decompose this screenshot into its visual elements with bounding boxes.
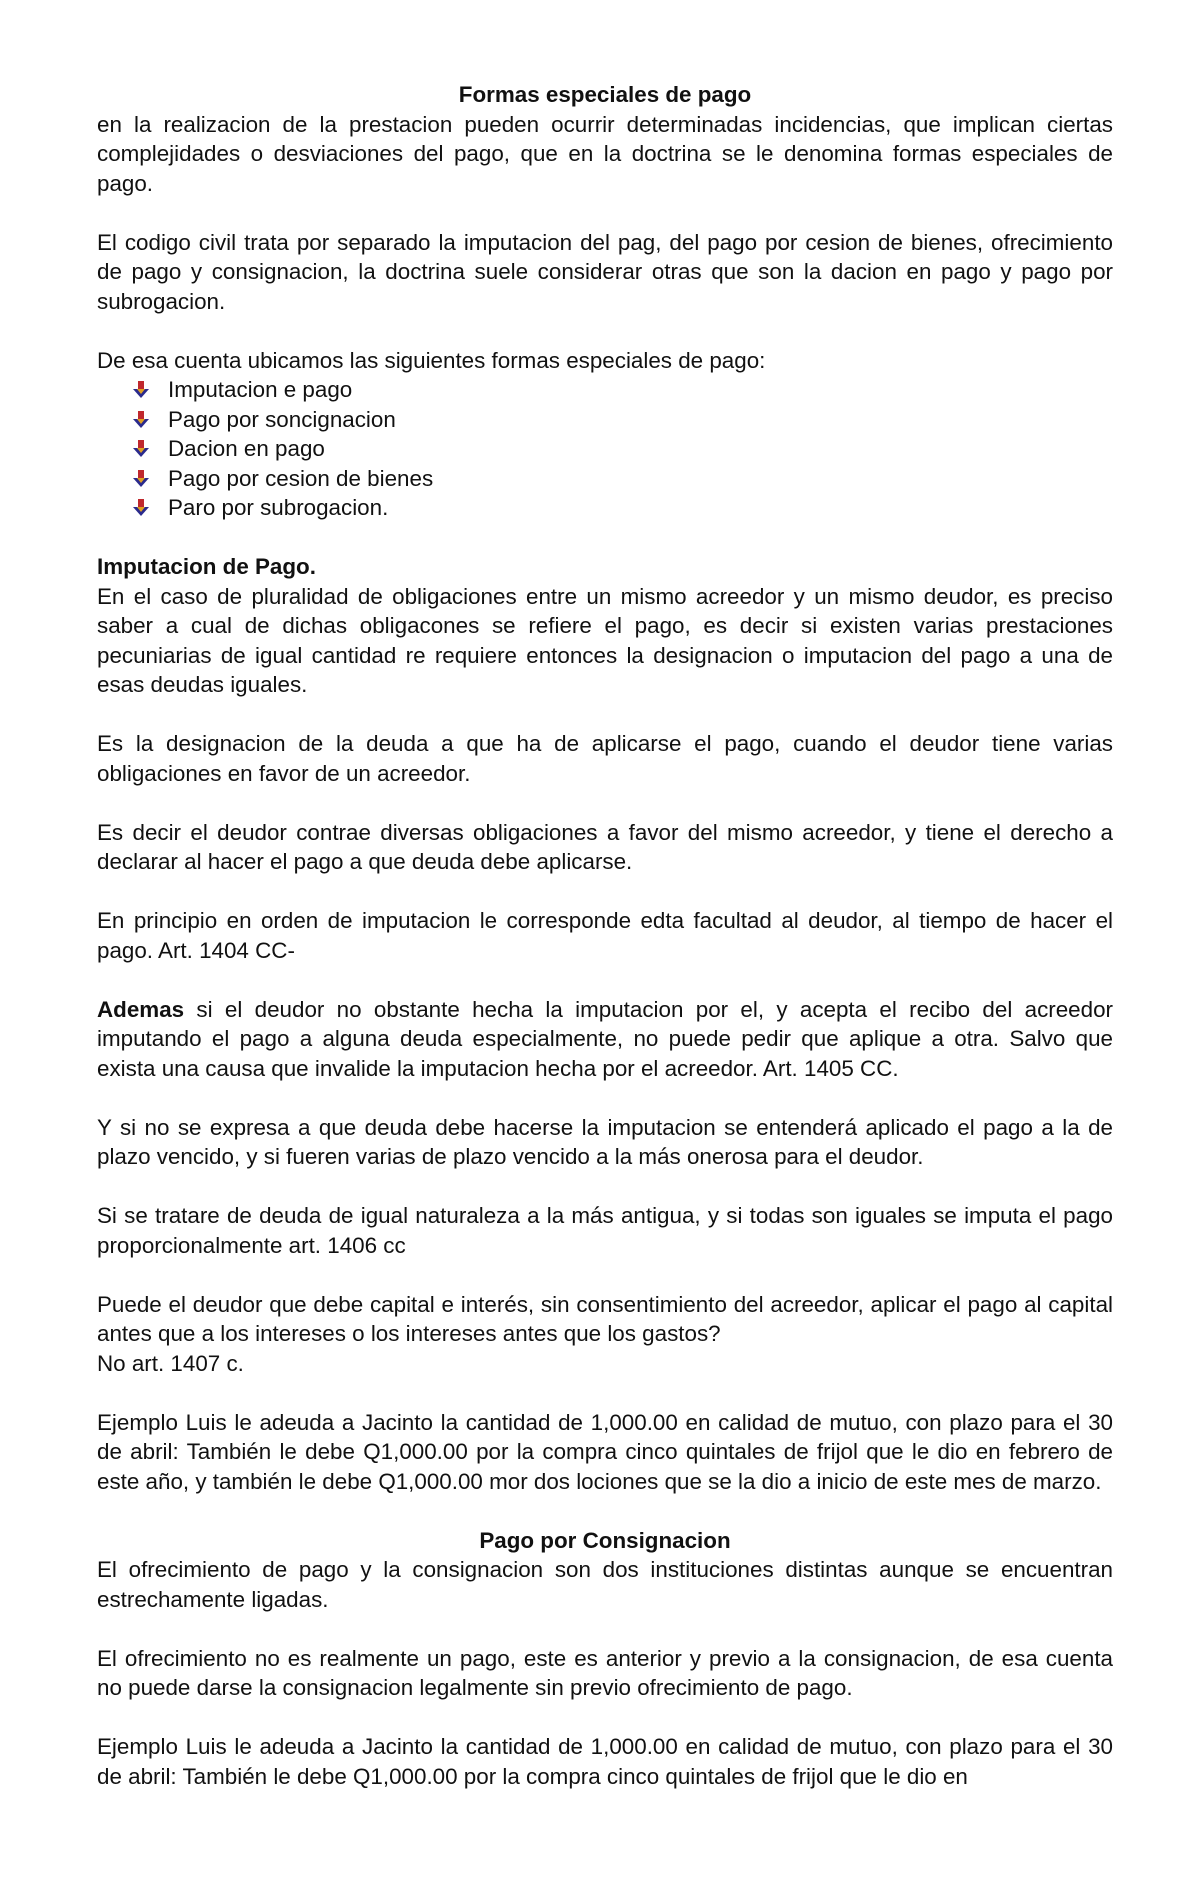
list-item: [133, 493, 1113, 523]
list-item-label: Imputacion e pago: [168, 377, 353, 402]
arrow-down-icon: [133, 440, 149, 458]
section-title-consignacion: Pago por Consignacion: [479, 1527, 731, 1553]
paragraph: Si se tratare de deuda de igual naturaleza a la más antigua, y si todas son iguales se imputa el pago proporcionalmente art. 1406 cc: [97, 1203, 1113, 1258]
paragraph: Es la designacion de la deuda a que ha de aplicarse el pago, cuando el deudor tiene varias obligaciones en favor de un acreedor.: [97, 731, 1113, 786]
paragraph: En el caso de pluralidad de obligaciones entre un mismo acreedor y un mismo deudor, es preciso saber a cual de dichas obligacones se refiere el pago, es decir si existen varias prestaciones pecuniarias de igual cantidad re requiere entonces la designacion o imputacion del pago a una de esas deudas iguales.: [97, 583, 1113, 697]
list-item-label: Pago por soncignacion: [168, 406, 396, 432]
paragraph: En principio en orden de imputacion le corresponde edta facultad al deudor, al tiempo de hacer el pago. Art. 1404 CC-: [97, 908, 1113, 963]
section-title-formas-especiales: Formas especiales de pago: [458, 82, 752, 107]
document-body: [97, 80, 1113, 1791]
paragraph: De esa cuenta ubicamos las siguientes formas especiales de pago:: [97, 347, 766, 373]
paragraph: Y si no se expresa a que deuda debe hacerse la imputacion se entenderá aplicado el pago a la de plazo vencido, y si fueren varias de plazo vencido a la más onerosa para el deudor.: [97, 1114, 1113, 1169]
paragraph: Es decir el deudor contrae diversas obligaciones a favor del mismo acreedor, y tiene el derecho a declarar al hacer el pago a que deuda debe aplicarse.: [97, 819, 1113, 874]
paragraph: [97, 995, 1113, 1084]
paragraph: Puede el deudor que debe capital e interés, sin consentimiento del acreedor, aplicar el pago al capital antes que a los intereses o los intereses antes que los gastos?: [97, 1291, 1113, 1346]
paragraph: El ofrecimiento de pago y la consignacion son dos instituciones distintas aunque se encuentran estrechamente ligadas.: [97, 1557, 1113, 1612]
list-item: [133, 434, 1113, 464]
section-title-imputacion: Imputacion de Pago.: [97, 554, 316, 579]
paragraph: El ofrecimiento no es realmente un pago, este es anterior y previo a la consignacion, de esa cuenta no puede darse la consignacion legalmente sin previo ofrecimiento de pago.: [97, 1645, 1113, 1700]
list-item: [133, 375, 1113, 405]
list-item: [133, 405, 1113, 435]
paragraph: Ejemplo Luis le adeuda a Jacinto la cantidad de 1,000.00 en calidad de mutuo, con plazo para el 30 de abril: También le debe Q1,000.00 por la compra cinco quintales de frijol que le dio en febrero de este año, y también le debe Q1,000.00 mor dos lociones que se la dio a inicio de este mes de marzo.: [97, 1409, 1113, 1494]
paragraph: en la realizacion de la prestacion pueden ocurrir determinadas incidencias, que implican ciertas complejidades o desviaciones del pago, que en la doctrina se le denomina formas especiales de pago.: [97, 111, 1113, 196]
arrow-down-icon: [133, 381, 149, 399]
arrow-down-icon: [133, 470, 149, 488]
paragraph: El codigo civil trata por separado la imputacion del pag, del pago por cesion de bienes, ofrecimiento de pago y consignacion, la doctrina suele considerar otras que son la dacion en pago y pago por subrogacion.: [97, 229, 1113, 314]
bold-lead-word: Ademas: [97, 996, 185, 1022]
special-payment-forms-list: [97, 375, 1113, 523]
list-item: [133, 464, 1113, 494]
list-item-label: Dacion en pago: [168, 436, 325, 461]
arrow-down-icon: [133, 499, 149, 517]
list-item-label: Pago por cesion de bienes: [168, 465, 434, 491]
arrow-down-icon: [133, 411, 149, 429]
paragraph: No art. 1407 c.: [97, 1350, 244, 1376]
paragraph: Ejemplo Luis le adeuda a Jacinto la cantidad de 1,000.00 en calidad de mutuo, con plazo para el 30 de abril: También le debe Q1,000.00 por la compra cinco quintales de frijol que le dio en: [97, 1734, 1113, 1789]
list-item-label: Paro por subrogacion.: [168, 495, 389, 520]
paragraph-text: si el deudor no obstante hecha la imputacion por el, y acepta el recibo del acreedor imputando el pago a alguna deuda especialmente, no puede pedir que aplique a otra. Salvo que exista una causa que invalide la imputacion hecha por el acreedor. Art. 1405 CC.: [97, 996, 1113, 1081]
